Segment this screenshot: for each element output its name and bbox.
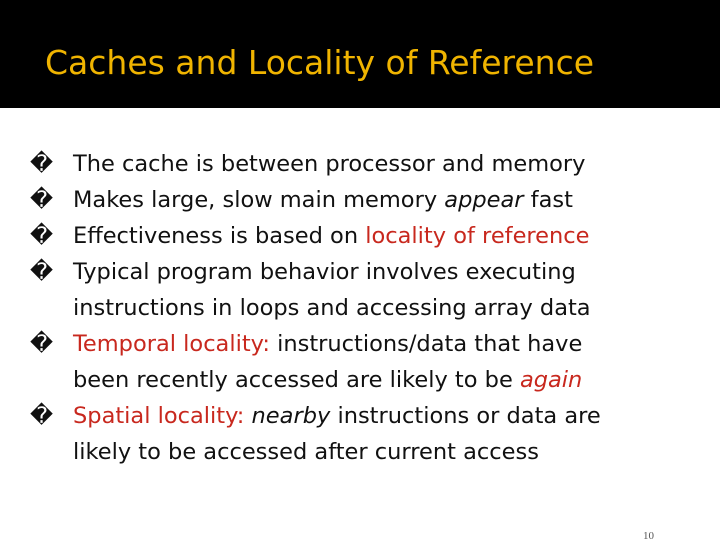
bullet-text: instructions or data are [330, 403, 601, 429]
bullet-text: Makes large, slow main memory [73, 187, 445, 213]
bullet-text: fast [523, 187, 573, 213]
bullet-item [30, 218, 710, 254]
bullet-text: Effectiveness is based on [73, 223, 366, 249]
emphasis-text: appear [444, 187, 524, 213]
bullet-item [30, 398, 710, 470]
slide-title: Caches and Locality of Reference [45, 43, 595, 82]
bullet-item [30, 146, 710, 182]
bullet-item [30, 182, 710, 218]
highlight-text: Temporal locality: [73, 331, 270, 357]
bullet-marker-icon: � [30, 259, 54, 285]
bullet-text: instructions/data that have [269, 331, 583, 357]
bullet-marker-icon: � [30, 151, 54, 177]
bullet-text: The cache is between processor and memory [73, 151, 586, 177]
highlight-text: again [519, 367, 583, 393]
bullet-item [30, 254, 710, 326]
bullet-item [30, 326, 710, 398]
bullet-continuation: likely to be accessed after current access [73, 439, 539, 465]
title-bar [0, 0, 720, 108]
bullet-marker-icon: � [30, 403, 54, 429]
bullet-marker-icon: � [30, 223, 54, 249]
bullet-continuation: instructions in loops and accessing array data [73, 295, 591, 321]
emphasis-text: nearby [251, 403, 331, 429]
bullet-list [30, 146, 710, 470]
bullet-marker-icon: � [30, 331, 54, 357]
bullet-marker-icon: � [30, 187, 54, 213]
bullet-text [244, 403, 251, 429]
bullet-continuation: been recently accessed are likely to be [73, 367, 520, 393]
highlight-text: locality of reference [365, 223, 590, 249]
bullet-text: Typical program behavior involves executing [73, 259, 576, 285]
highlight-text: Spatial locality: [73, 403, 245, 429]
page-number: 10 [643, 530, 654, 542]
